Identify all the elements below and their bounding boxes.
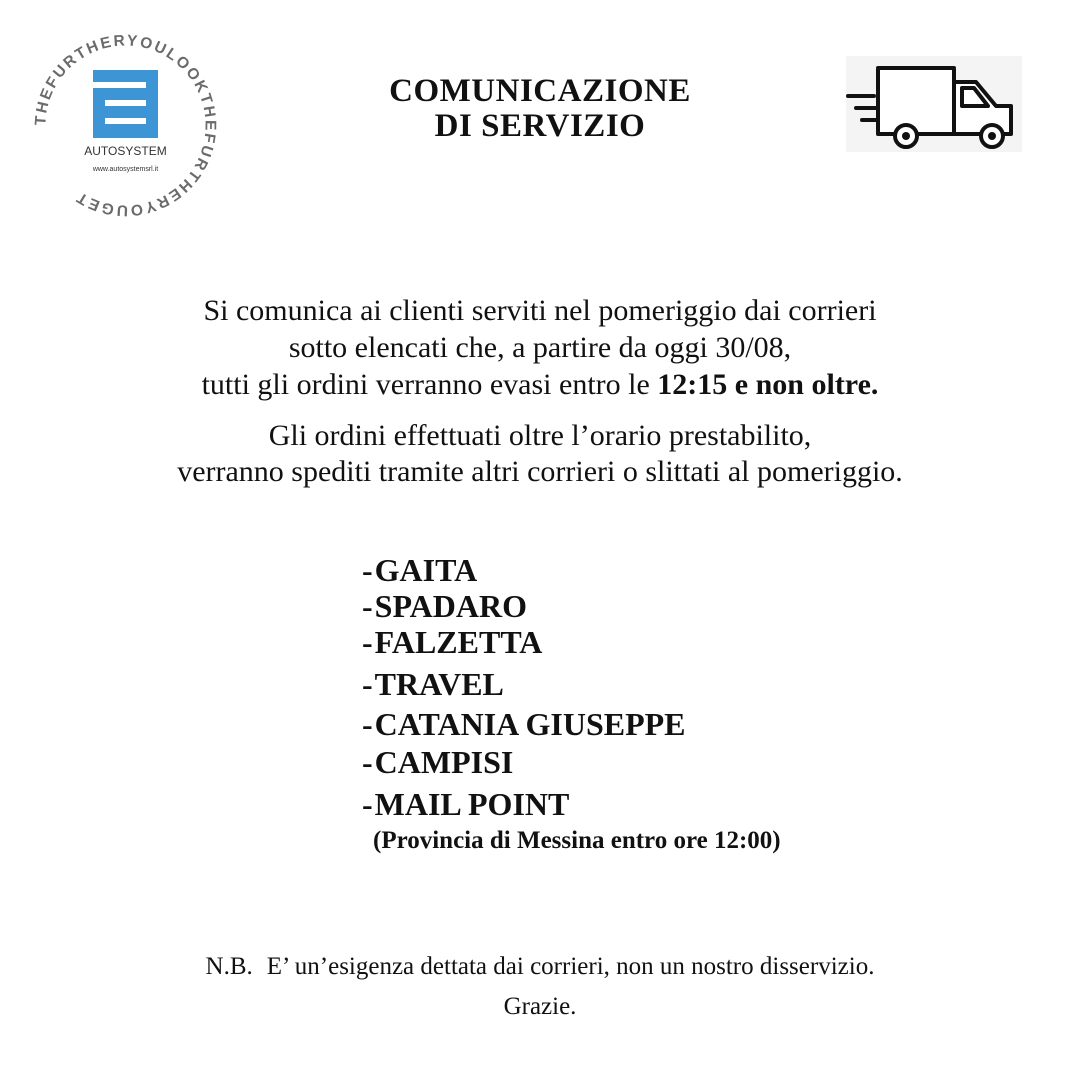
carrier-name: MAIL POINT	[374, 786, 570, 822]
carrier-name: GAITA	[374, 552, 478, 588]
footer-note	[40, 952, 1040, 982]
intro-line-3	[40, 366, 1040, 403]
province-note: (Provincia di Messina entro ore 12:00)	[373, 827, 781, 854]
nb-text: E’ un’esigenza dettata dai corrieri, non un nostro disservizio.	[266, 953, 875, 980]
carrier-item: -SPADARO	[362, 588, 527, 624]
carrier-item: -TRAVEL	[362, 666, 504, 702]
delivery-truck-icon	[846, 56, 1022, 152]
logo-brand-name: AUTOSYSTEM	[84, 144, 167, 158]
title-line-2: DI SERVIZIO	[434, 108, 646, 144]
deadline-suffix: e non oltre.	[727, 368, 879, 401]
autosystem-logo	[28, 28, 223, 223]
logo-website: www.autosystemsrl.it	[92, 166, 159, 173]
carrier-name: CAMPISI	[374, 744, 514, 780]
thanks-text: Grazie.	[503, 993, 577, 1020]
second-paragraph-line-1: Gli ordini effettuati oltre l’orario prestabilito,	[268, 419, 812, 452]
intro-paragraph	[40, 292, 1040, 403]
second-paragraph	[40, 418, 1040, 490]
page-title	[300, 74, 780, 144]
carrier-item: -CATANIA GIUSEPPE	[362, 706, 686, 742]
intro-line-1: Si comunica ai clienti serviti nel pomeriggio dai corrieri	[203, 294, 877, 327]
logo-ring-text: THEFURTHERYOULOOKTHEFURTHERYOUGET	[32, 32, 219, 219]
carrier-name: SPADARO	[374, 588, 527, 624]
carrier-name: CATANIA GIUSEPPE	[374, 706, 686, 742]
nb-label: N.B.	[205, 953, 253, 980]
carrier-item: -FALZETTA	[362, 624, 543, 660]
carrier-name: TRAVEL	[374, 666, 504, 702]
intro-line-3-prefix: tutti gli ordini verranno evasi entro le	[201, 368, 658, 401]
carrier-item: -GAITA	[362, 552, 478, 588]
second-paragraph-line-2: verranno spediti tramite altri corrieri o slittati al pomeriggio.	[177, 455, 903, 488]
intro-line-2: sotto elencati che, a partire da oggi 30/08,	[288, 331, 792, 364]
logo-mark-icon	[93, 70, 158, 138]
carrier-item: -MAIL POINT	[362, 786, 570, 822]
carrier-item: -CAMPISI	[362, 744, 514, 780]
title-line-1: COMUNICAZIONE	[389, 73, 691, 109]
carrier-name: FALZETTA	[374, 624, 543, 660]
carriers-list	[362, 552, 686, 824]
deadline-time: 12:15	[657, 368, 728, 401]
